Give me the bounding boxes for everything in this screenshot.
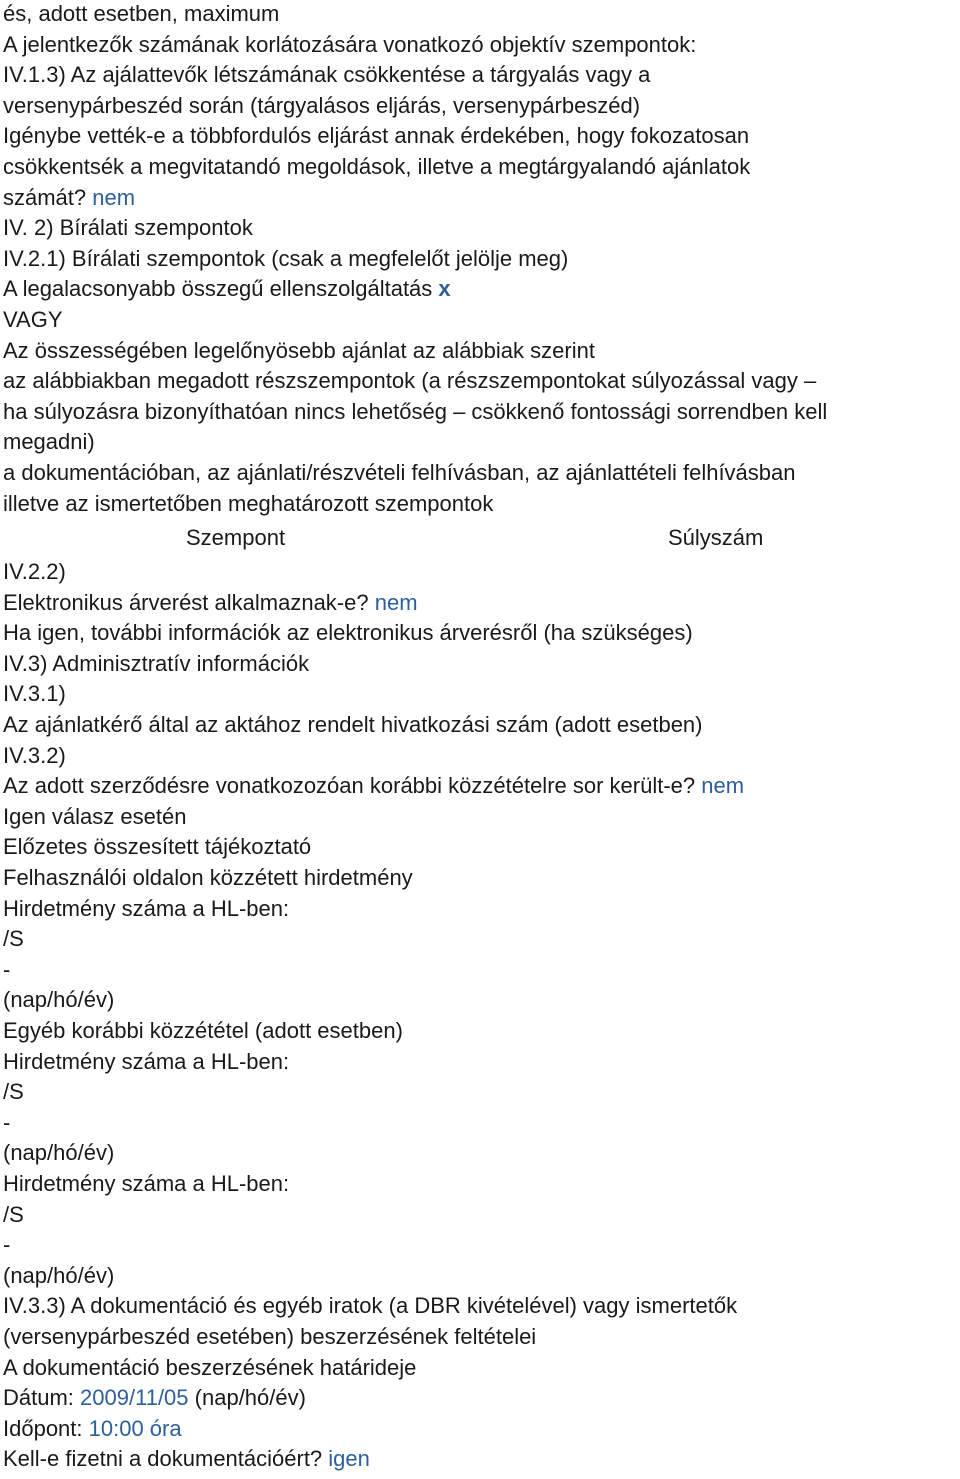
- question-line: [3, 771, 958, 802]
- text-line: VAGY: [3, 306, 63, 332]
- text-line: versenypárbeszéd során (tárgyalásos eljárás, versenypárbeszéd): [3, 92, 641, 118]
- time-label: Időpont:: [3, 1415, 83, 1441]
- section-heading: IV.2.1) Bírálati szempontok (csak a megfelelőt jelölje meg): [3, 245, 569, 271]
- text-line: ha súlyozásra bizonyíthatóan nincs lehetőség – csökkenő fontossági sorrendben kell: [3, 398, 828, 424]
- document-body: [3, 0, 958, 1475]
- text-line: -: [3, 956, 11, 982]
- text-line: A dokumentáció beszerzésének határideje: [3, 1354, 417, 1380]
- column-header-weight: Súlyszám: [668, 525, 764, 551]
- section-heading: IV.3) Adminisztratív információk: [3, 650, 310, 676]
- question-text: Elektronikus árverést alkalmaznak-e?: [3, 589, 369, 615]
- answer-value: igen: [328, 1446, 370, 1472]
- answer-value: nem: [92, 184, 136, 210]
- text-line: az alábbiakban megadott részszempontok (a részszempontokat súlyozással vagy –: [3, 368, 817, 394]
- text-line: illetve az ismertetőben meghatározott szempontok: [3, 490, 494, 516]
- criterion-line: [3, 274, 958, 305]
- checked-mark: x: [438, 276, 451, 302]
- text-line: Az ajánlatkérő által az aktához rendelt hivatkozási szám (adott esetben): [3, 712, 703, 738]
- text-line: Igen válasz esetén: [3, 803, 187, 829]
- text-line: -: [3, 1109, 11, 1135]
- date-label: Dátum:: [3, 1385, 74, 1411]
- text-line: megadni): [3, 429, 95, 455]
- date-value: 2009/11/05: [80, 1385, 189, 1411]
- time-line: [3, 1414, 958, 1445]
- date-format: (nap/hó/év): [194, 1385, 306, 1411]
- answer-value: nem: [701, 773, 745, 799]
- text-line: Előzetes összesített tájékoztató: [3, 834, 312, 860]
- answer-value: nem: [374, 589, 418, 615]
- time-value: 10:00 óra: [88, 1415, 182, 1441]
- text-line: (nap/hó/év): [3, 1262, 115, 1288]
- section-heading: IV.3.2): [3, 742, 66, 768]
- text-line: (versenypárbeszéd esetében) beszerzésének feltételei: [3, 1323, 537, 1349]
- section-heading: IV.3.3) A dokumentáció és egyéb iratok (a DBR kivételével) vagy ismertetők: [3, 1293, 738, 1319]
- section-heading: IV.3.1): [3, 681, 66, 707]
- section-heading: IV. 2) Bírálati szempontok: [3, 215, 253, 241]
- question-line: [3, 588, 958, 619]
- criteria-table-header: [3, 519, 958, 557]
- text-line: /S: [3, 926, 24, 952]
- text-line: Felhasználói oldalon közzétett hirdetmény: [3, 865, 413, 891]
- question-text: Igénybe vették-e a többfordulós eljárást annak érdekében, hogy fokozatosan: [3, 123, 750, 149]
- question-text: csökkentsék a megvitatandó megoldások, illetve a megtárgyalandó ajánlatok: [3, 153, 751, 179]
- date-line: [3, 1383, 958, 1414]
- criterion-text: A legalacsonyabb összegű ellenszolgáltatás: [3, 276, 433, 302]
- question-line: [3, 1444, 958, 1475]
- section-heading: IV.1.3) Az ajálattevők létszámának csökkentése a tárgyalás vagy a: [3, 62, 651, 88]
- text-line: /S: [3, 1079, 24, 1105]
- text-line: /S: [3, 1201, 24, 1227]
- section-heading: IV.2.2): [3, 559, 66, 585]
- text-line: a dokumentációban, az ajánlati/részvételi felhívásban, az ajánlattételi felhívásban: [3, 459, 796, 485]
- text-line: Hirdetmény száma a HL-ben:: [3, 895, 290, 921]
- question-text: számát?: [3, 184, 87, 210]
- text-line: és, adott esetben, maximum: [3, 1, 280, 26]
- question-line: [3, 183, 958, 214]
- question-text: Kell-e fizetni a dokumentációért?: [3, 1446, 323, 1472]
- text-line: Az összességében legelőnyösebb ajánlat az alábbiak szerint: [3, 337, 595, 363]
- text-line: A jelentkezők számának korlátozására vonatkozó objektív szempontok:: [3, 31, 697, 57]
- text-line: Ha igen, további információk az elektronikus árverésről (ha szükséges): [3, 620, 693, 646]
- text-line: (nap/hó/év): [3, 987, 115, 1013]
- text-line: Hirdetmény száma a HL-ben:: [3, 1048, 290, 1074]
- text-line: Hirdetmény száma a HL-ben:: [3, 1170, 290, 1196]
- text-line: (nap/hó/év): [3, 1140, 115, 1166]
- question-text: Az adott szerződésre vonatkozozóan korábbi közzétételre sor került-e?: [3, 773, 696, 799]
- text-line: Egyéb korábbi közzététel (adott esetben): [3, 1018, 403, 1043]
- text-line: -: [3, 1232, 11, 1258]
- column-header-criterion: Szempont: [186, 525, 286, 551]
